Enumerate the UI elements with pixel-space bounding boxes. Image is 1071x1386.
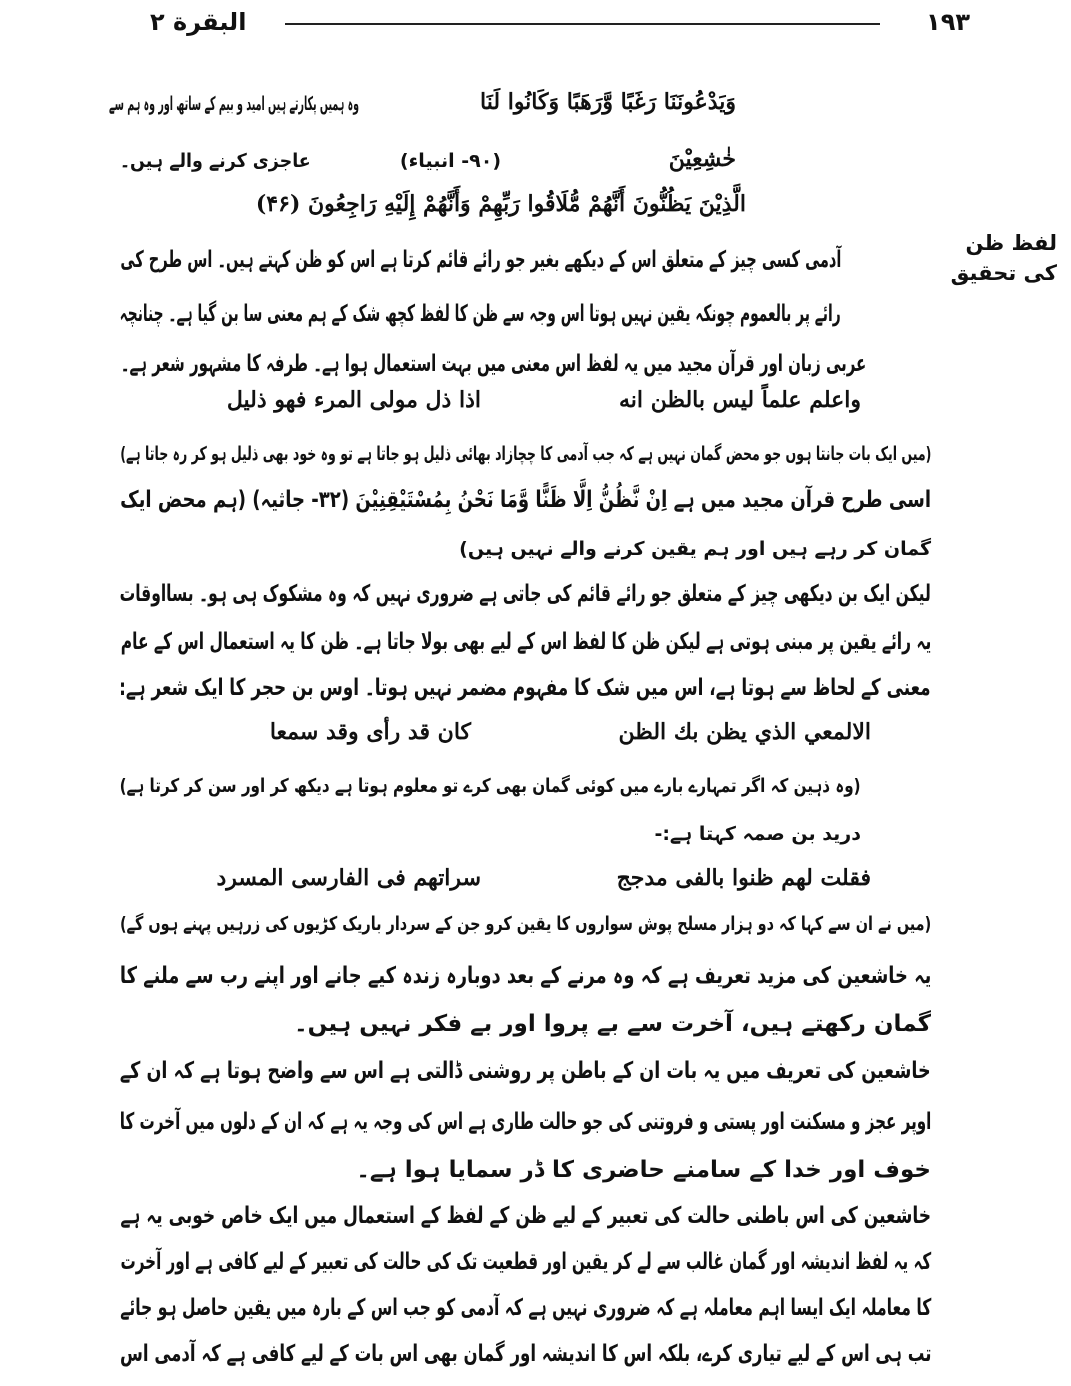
body-line-2: رائے پر بالعموم چونکہ یقین نہیں ہوتا اس وجہ سے ظن کا لفظ کچھ شک کے ہم معنی سا بن گیا ہے۔ چنانچہ bbox=[120, 301, 841, 327]
body-line-6: گمان کر رہے ہیں اور ہم یقین کرنے والے نہیں ہیں) bbox=[459, 538, 931, 560]
body-line-12: (میں نے ان سے کہا کہ دو ہزار مسلح پوش سواروں کا یقین کرو جن کے سردار باریک کڑیوں کی زرہیں پہنے ہوں گے) bbox=[119, 913, 931, 935]
verse-translation-2: عاجزی کرنے والے ہیں۔ bbox=[120, 150, 311, 172]
body-line-13: یہ خاشعین کی مزید تعریف ہے کہ وہ مرنے کے بعد دوبارہ زندہ کیے جانے اور اپنے رب سے ملنے کا bbox=[119, 963, 931, 989]
verse-46: الَّذِيْنَ يَظُنُّونَ أَنَّهُمْ مُّلَاقُوا رَبِّهِمْ وَأَنَّهُمْ إِلَيْهِ رَاجِعُونَ (۴۶) bbox=[255, 191, 746, 217]
body-line-21: تب ہی اس کے لیے تیاری کرے، بلکہ اس کا اندیشہ اور گمان بھی اس بات کے لیے کافی ہے کہ آدمی اس bbox=[119, 1341, 931, 1367]
verse-couplet-1a: واعلم علماً ليس بالظن انه bbox=[619, 387, 861, 413]
verse-couplet-2a: الالمعي الذي يظن بك الظن bbox=[618, 719, 871, 745]
page-number: ١٩٣ bbox=[926, 8, 970, 36]
verse-couplet-2b: كان قد رأى وقد سمعا bbox=[269, 719, 471, 745]
header-rule bbox=[285, 23, 880, 25]
body-line-14: گمان رکھتے ہیں، آخرت سے بے پروا اور بے فکر نہیں ہیں۔ bbox=[294, 1011, 931, 1037]
running-header bbox=[150, 8, 970, 42]
body-line-15: خاشعین کی تعریف میں یہ بات ان کے باطن پر روشنی ڈالتی ہے اس سے واضح ہوتا ہے کہ ان کے bbox=[120, 1058, 931, 1084]
surah-title: البقرة ٢ bbox=[150, 8, 247, 36]
body-line-20: کا معاملہ ایک ایسا اہم معاملہ ہے کہ ضروری نہیں ہے کہ آدمی کو جب اس کے بارہ میں یقین حاصل ہو جائے bbox=[119, 1295, 931, 1321]
verse-arabic-2: خٰشِعِیْنَ bbox=[668, 146, 736, 172]
body-line-3: عربی زبان اور قرآن مجید میں یہ لفظ اس معنی میں بہت استعمال ہوا ہے۔ طرفہ کا مشہور شعر ہے۔ bbox=[120, 351, 866, 377]
margin-note-line-1: لفظ ظن bbox=[965, 231, 1057, 255]
body-line-16: اوپر عجز و مسکنت اور پستی و فروتنی کی جو حالت طاری ہے اس کی وجہ یہ ہے کہ ان کے دلوں میں آخرت کا bbox=[119, 1109, 931, 1135]
body-line-1: آدمی کسی چیز کے متعلق اس کے دیکھے بغیر جو رائے قائم کرتا ہے اس کو ظن کہتے ہیں۔ اس طرح کی bbox=[120, 247, 841, 273]
body-line-4: (میں ایک بات جانتا ہوں جو محض گمان نہیں ہے کہ جب آدمی کا چچازاد بھائی ذلیل ہو جاتا ہے تو وہ خود بھی ذلیل ہو کر رہ جاتا ہے) bbox=[119, 443, 931, 465]
body-line-8: یہ رائے یقین پر مبنی ہوتی ہے لیکن ظن کا لفظ اس کے لیے بھی بولا جاتا ہے۔ ظن کا یہ استعمال اس کے عام bbox=[120, 629, 931, 655]
body-line-7: لیکن ایک بن دیکھی چیز کے متعلق جو رائے قائم کی جاتی ہے ضروری نہیں کہ وہ مشکوک ہی ہو۔ بسااوقات bbox=[119, 581, 931, 607]
verse-translation-1: وہ ہمیں پکارتے ہیں امید و بیم کے ساتھ اور وہ ہم سے bbox=[108, 93, 359, 115]
body-line-17: خوف اور خدا کے سامنے حاضری کا ڈر سمایا ہوا ہے۔ bbox=[356, 1157, 931, 1183]
body-line-11: درید بن صمہ کہتا ہے:- bbox=[654, 823, 861, 845]
verse-reference: (۹۰- انبیاء) bbox=[399, 150, 501, 172]
margin-note-line-2: کی تحقیق bbox=[950, 261, 1057, 285]
verse-couplet-3a: فقلت لهم ظنوا بالفى مدجج bbox=[616, 865, 871, 891]
body-line-19: کہ یہ لفظ اندیشہ اور گمان غالب سے لے کر یقین اور قطعیت تک کی حالت کی تعبیر کے لیے کافی ہے اور آخرت bbox=[120, 1249, 931, 1275]
margin-note bbox=[951, 228, 1057, 288]
verse-couplet-1b: اذا ذل مولى المرء فهو ذليل bbox=[226, 387, 481, 413]
body-line-10: (وہ ذہین کہ اگر تمہارے بارے میں کوئی گمان بھی کرے تو معلوم ہوتا ہے دیکھ کر اور سن کر کرتا ہے) bbox=[119, 775, 861, 797]
body-line-5: اسی طرح قرآن مجید میں ہے اِنْ نَّظُنُّ اِلَّا ظَنًّا وَّمَا نَحْنُ بِمُسْتَيْقِنِيْنَ (۳۲- جاثیہ) (ہم محض ایک bbox=[120, 487, 931, 513]
verse-couplet-3b: سراتهم فى الفارسى المسرد bbox=[216, 865, 481, 891]
body-line-18: خاشعین کی اس باطنی حالت کی تعبیر کے لیے ظن کے لفظ کے استعمال میں ایک خاص خوبی یہ ہے bbox=[120, 1203, 931, 1229]
verse-arabic-1: وَيَدْعُونَنَا رَغَبًا وَّرَهَبًا وَكَانُوا لَنَا bbox=[480, 89, 736, 115]
body-line-9: معنی کے لحاظ سے ہوتا ہے، اس میں شک کا مفہوم مضمر نہیں ہوتا۔ اوس بن حجر کا ایک شعر ہے: bbox=[119, 675, 931, 701]
